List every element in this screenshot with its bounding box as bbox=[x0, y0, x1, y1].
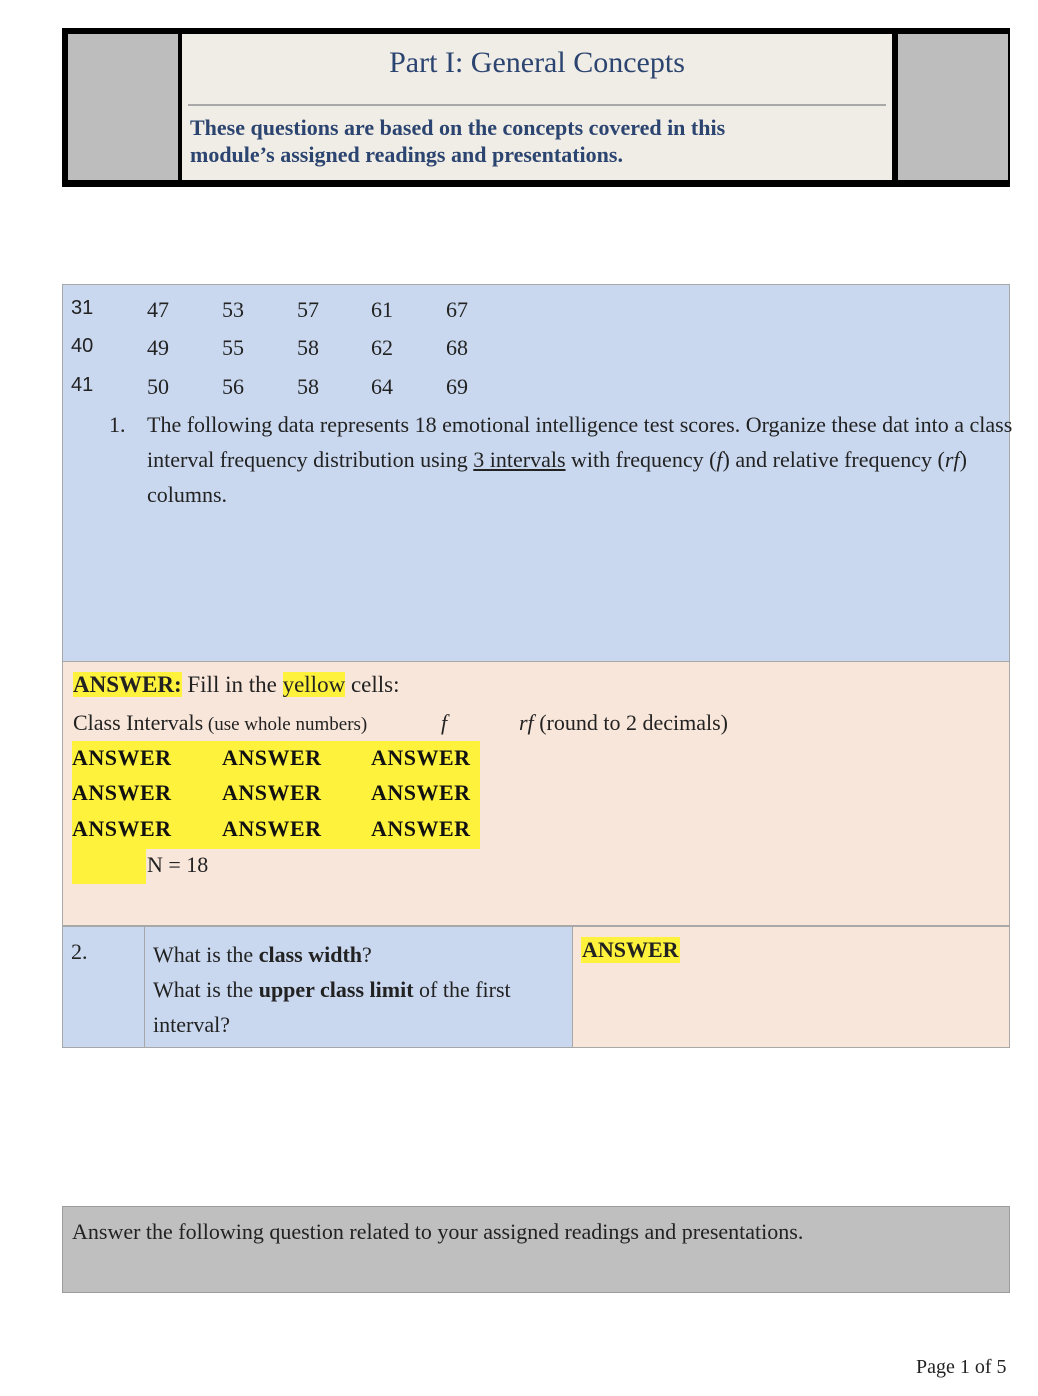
score-cell: 61 bbox=[371, 297, 393, 322]
header-banner bbox=[62, 28, 1010, 187]
score-cell: 58 bbox=[297, 374, 319, 399]
underlined-intervals: 3 intervals bbox=[473, 447, 566, 472]
answer-grid-tail bbox=[72, 849, 146, 884]
banner-left-panel bbox=[68, 34, 178, 180]
question-text-part: ) columns. bbox=[147, 447, 967, 507]
score-cell: 31 bbox=[71, 297, 94, 319]
question-text-part: ) and relative frequency ( bbox=[722, 447, 945, 472]
question-text-part: with frequency ( bbox=[565, 447, 717, 472]
section-instruction-box bbox=[62, 1206, 1010, 1293]
score-cell: 62 bbox=[371, 335, 393, 360]
page-title: Part I: General Concepts bbox=[389, 46, 685, 79]
question-2-text-cell bbox=[145, 927, 573, 1047]
subtitle-line-2: module’s assigned readings and presentations. bbox=[190, 142, 623, 167]
answer-cell[interactable]: ANSWER bbox=[371, 816, 471, 841]
score-cell: 47 bbox=[147, 297, 169, 322]
text-part: ? bbox=[362, 942, 372, 967]
answer-cell[interactable]: ANSWER bbox=[371, 780, 471, 805]
answer-cell[interactable]: ANSWER bbox=[222, 816, 322, 841]
subtitle-line-1: These questions are based on the concepts covered in this bbox=[190, 115, 726, 140]
upper-class-limit-term: upper class limit bbox=[258, 977, 414, 1002]
question-2-line-2 bbox=[153, 972, 568, 1042]
score-cell: 40 bbox=[71, 335, 94, 357]
question-number: 1. bbox=[109, 412, 126, 437]
column-header-f: f bbox=[441, 710, 448, 735]
question-2-text bbox=[153, 937, 568, 1042]
score-cell: 68 bbox=[446, 335, 468, 360]
rf-note: (round to 2 decimals) bbox=[533, 710, 728, 735]
column-header-intervals bbox=[73, 710, 367, 736]
section-instruction-text: Answer the following question related to your assigned readings and presentations. bbox=[72, 1219, 804, 1244]
answer-cell[interactable]: ANSWER bbox=[222, 745, 322, 770]
answer-instruction bbox=[73, 672, 399, 698]
score-cell: 58 bbox=[297, 335, 319, 360]
yellow-word: yellow bbox=[282, 672, 346, 697]
score-cell: 41 bbox=[71, 374, 94, 396]
score-cell: 67 bbox=[446, 297, 468, 322]
answer-grid bbox=[72, 741, 480, 849]
col-intervals-note: (use whole numbers) bbox=[203, 714, 368, 735]
text-part: What is the bbox=[153, 942, 259, 967]
question-text-part: The following data represents 18 emotional intelligence test scores. Organize these dat into a class interval frequency distribution using bbox=[147, 412, 1013, 472]
answer-cell[interactable]: ANSWER bbox=[72, 816, 172, 841]
question-2-row bbox=[62, 926, 1010, 1048]
answer-1-block bbox=[62, 662, 1010, 926]
text-part: of the first interval? bbox=[153, 977, 511, 1037]
score-cell: 50 bbox=[147, 374, 169, 399]
answer-cell[interactable]: ANSWER bbox=[72, 745, 172, 770]
question-body bbox=[147, 407, 1027, 512]
score-cell: 53 bbox=[222, 297, 244, 322]
answer-label: ANSWER: bbox=[73, 672, 182, 697]
page-subtitle bbox=[190, 114, 880, 168]
score-cell: 55 bbox=[222, 335, 244, 360]
instruction-text: cells: bbox=[345, 672, 400, 697]
instruction-text: Fill in the bbox=[181, 672, 283, 697]
column-header-rf bbox=[519, 710, 728, 736]
banner-center-panel bbox=[182, 34, 892, 180]
score-cell: 64 bbox=[371, 374, 393, 399]
question-1-block bbox=[62, 284, 1013, 662]
n-total: N = 18 bbox=[147, 852, 209, 877]
rf-italic: rf bbox=[519, 710, 534, 735]
class-width-term: class width bbox=[258, 942, 362, 967]
title-divider bbox=[188, 104, 886, 106]
question-2-answer-cell bbox=[573, 927, 1009, 1047]
question-2-number-cell bbox=[63, 927, 145, 1047]
score-cell: 56 bbox=[222, 374, 244, 399]
answer-cell[interactable]: ANSWER bbox=[371, 745, 471, 770]
rf-symbol: rf bbox=[944, 447, 960, 472]
score-cell: 57 bbox=[297, 297, 319, 322]
question-number: 2. bbox=[71, 939, 88, 964]
score-cell: 69 bbox=[446, 374, 468, 399]
text-part: What is the bbox=[153, 977, 259, 1002]
answer-cell[interactable]: ANSWER bbox=[72, 780, 172, 805]
col-intervals-label: Class Intervals bbox=[73, 710, 204, 735]
page-number: Page 1 of 5 bbox=[916, 1356, 1007, 1378]
answer-field[interactable]: ANSWER bbox=[582, 937, 679, 962]
banner-right-panel bbox=[898, 34, 1008, 180]
answer-cell[interactable]: ANSWER bbox=[222, 780, 322, 805]
score-cell: 49 bbox=[147, 335, 169, 360]
f-symbol: f bbox=[716, 447, 723, 472]
question-2-line-1 bbox=[153, 937, 568, 972]
